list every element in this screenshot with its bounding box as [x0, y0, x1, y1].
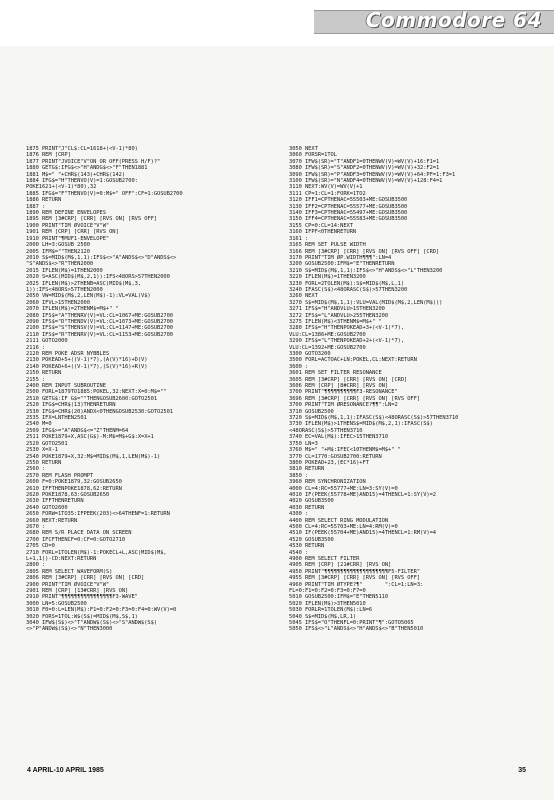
- code-line: 3850 :: [289, 472, 309, 479]
- code-line: <48ORASC(S$)>57THEN3710: [289, 427, 363, 434]
- code-line: 2130 POKEAD+5+((V-1)*7),(A(V)*16)+D(V): [26, 357, 148, 364]
- code-line: VLU:CL=1392+ME:GOSUB2700: [289, 344, 366, 351]
- code-line: 2600 F=0:POKE1879,32:GOSUB2650: [26, 479, 122, 486]
- code-line: 3271 IFS$="H"ANDVLU>15THEN3200: [289, 306, 385, 313]
- code-line: 3170 PRINT"TIM ØP.WIDTH¶¶¶":LN=4: [289, 254, 392, 261]
- code-line: 2640 GOTO2600: [26, 504, 68, 511]
- code-line: 2120 REM POKE ADSR NYBBLES: [26, 351, 110, 357]
- code-line: 1895 REM [3#CRP] [CRR] [RVS ON] [RVS OFF]: [26, 216, 158, 223]
- code-line: 5040 S$=MID$(M$,LR,1): [289, 613, 357, 620]
- code-line: 2680 REM S/R PLACE DATA ON SCREEN: [26, 530, 132, 537]
- code-line: 3750 LN=3: [289, 440, 318, 447]
- code-line: 5010 GOSUB2500:IFM$="E"THEN5110: [289, 594, 389, 601]
- code-line: 3111 CP=1:CL=1:FORK=1TO2: [289, 190, 366, 197]
- code-line: 2550 RETURN: [26, 459, 62, 466]
- code-line: 3960 REM SYNCHRONIZATION: [289, 479, 366, 486]
- code-line: 2510 GETG$:IF G$=""THENGOSUB2600:GOTO2501: [26, 395, 158, 402]
- code-line: 3280 IFS$="H"THENPOKEAD+3+(<V-1)*7),: [289, 325, 405, 332]
- code-line: 2520 GOTO2501: [26, 440, 68, 447]
- code-line: 3166 REM [3#CRP] [CRR] [RVS ON] [RVS OFF] [CRD]: [289, 248, 440, 255]
- code-line: 3710 GOSUB2500: [289, 408, 334, 415]
- code-line: 4950 PRINT"¶¶¶¶¶¶¶¶¶¶¶¶¶¶¶¶¶¶¶¶F5-FILTER": [289, 568, 421, 575]
- code-line: 2540 M=0: [26, 421, 52, 428]
- code-line: 3500 FORL=ACTOAC+LN:POKEL,CL:NEXT:RETURN: [289, 357, 417, 364]
- code-line: 2020 S=ASC(MID$(M$,2,1)):IFS<48ORS>57THEN2000: [26, 274, 170, 281]
- code-line: 3010 F0=0:L=LEN(M$):F1=0:F2=0:F3=0:F4=0:WV(V)=0: [26, 607, 177, 614]
- code-line: 3150 IFF4=CPTHENAC=55583+ME:GOSUB3500: [289, 216, 408, 223]
- code-line: <>"P"ANDW$(S$)<>"N"THEN3000: [26, 626, 113, 633]
- code-line: 3040 IFW$(S$)<>"T"ANDW$(S$)<>"S"ANDW$(S$): [26, 620, 158, 627]
- program-listing-left-column: [26, 146, 264, 633]
- code-line: 3696 REM [3#CRP] [CRR] [RVS ON] [RVS OFF]: [289, 395, 421, 402]
- code-line: 1890 REM DEFINE ENVELOPES: [26, 210, 106, 217]
- code-line: 1884 IFG$="H"THENVO(V)=1:GOSUB2700:: [26, 178, 138, 185]
- code-line: 2015 IFLEN(M$)=1THEN2000: [26, 267, 103, 274]
- code-line: 1)):IFS<48ORS>57THEN2000: [26, 286, 103, 293]
- code-line: 3600 :: [289, 363, 309, 370]
- code-line: 2090 IFS$="D"THENDV(V)=VL:CL=1073+ME:GOSUB2700: [26, 318, 173, 325]
- code-line: 2110 IFS$="R"THENRV(V)=VL:CL=1153+ME:GOSUB2700: [26, 331, 173, 338]
- code-line: 3200 GOSUB2500:IFM$="E"THENRETURN: [289, 261, 395, 268]
- code-line: 3260 NEXT: [289, 293, 318, 300]
- code-line: 3275 IFLEN(M$)<3THENM$=M$+" ": [289, 318, 382, 325]
- code-line: 3740 EC=VAL(M$):IFEC>15THEN3710: [289, 434, 389, 441]
- code-line: 2155 :: [26, 376, 46, 383]
- code-line: 5030 FORLR=1TOLEN(M$):LN=6: [289, 607, 373, 614]
- code-line: 2610 IFFTHENPOKE1878,62:RETURN: [26, 485, 122, 492]
- code-line: 2910 PRINT"¶¶¶¶¶¶¶¶¶¶¶¶¶¶¶¶F3-WAVE": [26, 594, 138, 601]
- code-line: 2700 IFCFTHENCF=0:CF=0:GOTO2710: [26, 536, 126, 543]
- code-line: 3700 PRINT"¶¶¶¶¶¶¶¶¶¶F3-RESONANCE": [289, 389, 398, 396]
- code-line: 2511 POKE1879+X,ASC(G$)-M:M$=M$+G$:X=X+1: [26, 434, 154, 441]
- code-line: 1876 REM [CRP]: [26, 152, 71, 159]
- code-line: 3272 IFS$="L"ANDVLU>255THEN3200: [289, 312, 389, 319]
- code-line: 1901 REM [CRP] [CRR] [RVS ON]: [26, 229, 119, 236]
- code-line: 2500 FORL=1879TO1885:POKEL,32:NEXT:X=0:M$="": [26, 389, 167, 396]
- code-line: 3700 PRINT"TIM ØRESONANCE?¶¶":LN=2: [289, 402, 398, 409]
- code-line: 5045 IFS$="O"THENFL=0:PRINT"¶":GOTO5065: [289, 620, 414, 627]
- code-line: 4010 IF(PEEK(55778+ME)AND15)=4THENCL=1:SY(V)=2: [289, 491, 436, 498]
- code-line: 3606 REM [CRP] [8#CRR] [RVS ON]: [289, 383, 389, 390]
- code-line: 3230 FORL=2TOLEN(M$):S$=MID$(M$,L,1): [289, 280, 405, 287]
- code-line: 2805 REM SELECT WAVEFORM(S): [26, 568, 113, 575]
- code-line: VLU:CL=1386+ME:GOSUB2700: [289, 331, 366, 338]
- code-line: FL=0:F1=0:F2=0:F3=0:F7=0: [289, 588, 366, 595]
- code-line: 3161 :: [289, 235, 309, 242]
- code-line: 2070 IFLEN(M$)=2THENM$=M$+" ": [26, 306, 119, 313]
- code-line: 2660 NEXT:RETURN: [26, 517, 78, 524]
- code-line: 1910 PRINT"¶MUF1-ENVELOPE": [26, 235, 110, 242]
- code-line: 1886 RETURN: [26, 197, 62, 204]
- code-line: 1875 PRINT"J"CL$:CL=1618+(<V-1)*80): [26, 146, 138, 152]
- code-line: 4020 GOSUB3500: [289, 498, 334, 505]
- code-line: 1885 IFG$="F"THENVO(V)=0:M$=" OFF":CF=1:GOSUB2700: [26, 190, 183, 197]
- code-line: 3240 IFASC(S$)<48ORASC(S$)>57THEN3200: [289, 286, 408, 293]
- code-line: 2630 IFFTHENRETURN: [26, 498, 84, 505]
- code-line: 2530 IFG$=CHR$(20)ANDX<0THENGOSUB2530:GOTO2501: [26, 408, 173, 415]
- code-line: 3730 IFLEN(M$)>1THENS$=MID$(M$,2,1):IFASC(S$): [289, 421, 433, 428]
- code-line: 3210 S$=MID$(M$,1,1):IFS$<>"H"ANDS$<>"L"THEN3200: [289, 267, 443, 274]
- code-line: 4030 RETURN: [289, 504, 325, 511]
- code-line: 3601 REM SET FILTER RESONANCE: [289, 370, 382, 377]
- code-line: 4500 CL=4:RC=55703+ME:LN=4:RM(V)=0: [289, 523, 398, 530]
- code-line: 1881 M$=" "+CHR$(143)+CHR$(142): [26, 171, 126, 178]
- code-line: 4955 REM [3#CRP] [CRR] [RVS ON] [RVS OFF]: [289, 575, 421, 582]
- code-line: 3605 REM [3#CRP] [CRR] [RVS ON] [CRD]: [289, 376, 408, 383]
- code-line: 2140 POKEAD+6+((V-1)*7),(S(V)*16)+R(V): [26, 363, 148, 370]
- code-line: 3020 FORS=1TOL:W$(S$)=MID$(M$,S$,1): [26, 613, 138, 620]
- code-line: 3090 IFW$(SR)="P"ANDF3=0THENWV(V)=WV(V)+64:PF=1:F3=1: [289, 171, 456, 178]
- code-line: 2535 IFX=LNTHEN2501: [26, 415, 87, 422]
- code-line: 4960 PRINT"TIM ØTYPE?¶" ":CL=1:LN=3:: [289, 581, 424, 588]
- code-line: 3070 IFW$(SR)="T"ANDF1=0THENWV(V)=WV(V)+16:F1=1: [289, 158, 440, 165]
- code-line: 3165 REM SET PULSE WIDTH: [289, 242, 366, 249]
- code-line: 2705 CD=0: [26, 543, 55, 550]
- code-line: 5050 IFS$<>"L"ANDS$<>"H"ANDS$<>"B"THEN5010: [289, 626, 424, 633]
- code-line: 3290 IFS$="L"THENPOKEAD+2+(<V-1)*7),: [289, 338, 405, 345]
- code-line: 4540 :: [289, 549, 309, 556]
- code-line: 3060 FORSR=1TOL: [289, 152, 337, 159]
- code-line: 3760 M$=" "+M$:IFEC<10THENM$=M$+" ": [289, 447, 401, 454]
- code-line: 2025 IFLEN(M$)>2THENB=ASC(MID$(M$,3,: [26, 280, 142, 287]
- code-line: 2111 GOTO2000: [26, 338, 68, 345]
- code-line: 3770 CL=1770:GOSUB2700:RETURN: [289, 453, 382, 460]
- code-line: 2000 LH=3:GOSUB 2500: [26, 242, 90, 249]
- code-line: 2670 :: [26, 523, 46, 530]
- code-line: 3300 GOTO3200: [289, 351, 331, 357]
- code-line: 2560 :: [26, 466, 46, 473]
- code-line: 3000 LN=5:GOSUB2500: [26, 600, 87, 607]
- code-line: 2530 X=X-1: [26, 447, 58, 454]
- code-line: 3270 S$=MID$(M$,1,1):VLU=VAL(MID$(M$,2,LEN(M$))): [289, 299, 443, 306]
- code-line: 2400 REM INPUT SUBROUTINE: [26, 383, 106, 390]
- code-line: 3120 IFF1=CPTHENAC=55503+ME:GOSUB3500: [289, 197, 408, 204]
- code-line: 4520 GOSUB3500: [289, 536, 334, 543]
- code-line: POKE1621+(<V-1)*80),32: [26, 184, 97, 191]
- code-line: 1877 PRINT"JVOICE"V"ON OR OFF(PRESS H/F)?": [26, 158, 161, 165]
- code-line: 2900 PRINT"TIM ØVOICE"V"W": [26, 581, 110, 588]
- code-line: 1880 GETG$:IFG$<>"H"ANDG$<>"F"THEN1881: [26, 165, 148, 172]
- code-line: 3080 IFW$(SR)="S"ANDF2=0THENWV(V)=WV(V)+32:F2=1: [289, 165, 440, 172]
- code-line: L+1,1))-CD:NEXT:RETURN: [26, 556, 97, 562]
- code-line: 4400 REM SELECT RING MODULATION: [289, 517, 389, 524]
- code-line: 2901 REM [CRP] [13#CRR] [RVS ON]: [26, 588, 129, 595]
- code-line: 4510 IF(PEEK(55704+ME)AND15)=4THENCL=1:RM(V)=4: [289, 530, 436, 537]
- code-line: 3140 IFF3=CPTHENAC=55497+ME:GOSUB3500: [289, 210, 408, 217]
- code-line: 3130 IFF2=CPTHENAC=55577+ME:GOSUB3500: [289, 203, 408, 210]
- code-line: 2080 IFS$="A"THENRV(V)=VL:CL=1067+ME:GOSUB2700: [26, 312, 173, 319]
- code-line: 3100 IFW$(SR)="N"ANDF4=0THENWV(V)=WV(V)+128:F4=1: [289, 178, 443, 185]
- program-listing-right-column: [289, 146, 525, 633]
- code-line: 2520 IFG$=CHR$(13)THENRETURN: [26, 402, 116, 409]
- code-line: 2509 IFG$>="A"ANDG$<="Z"THENM=64: [26, 427, 129, 434]
- code-line: 2150 RETURN: [26, 370, 62, 377]
- code-line: 4530 RETURN: [289, 543, 325, 550]
- code-line: 2620 POKE1878,63:GOSUB2650: [26, 491, 110, 498]
- code-line: "S"ANDS$<>"R"THEN2000: [26, 261, 94, 268]
- code-line: 3720 S$=MID$(M$,1,1):IFASC(S$)<48ORASC(S$)>57THEN3710: [289, 415, 459, 422]
- code-line: 2806 REM [3#CRP] [CRR] [RVS ON] [CRD]: [26, 575, 145, 582]
- code-line: 2050 VW=MID$(M$,2,LEN(M$)-1):VL=VAL(V$): [26, 293, 151, 300]
- code-line: 2005 IFM$=""THEN2120: [26, 248, 90, 255]
- code-line: 2100 IFS$="S"THENSV(V)=VL:CL=1147+ME:GOSUB2700: [26, 325, 173, 332]
- code-line: 2060 IFVL>15THEN2000: [26, 299, 90, 306]
- code-line: 2116 :: [26, 344, 46, 351]
- issue-date: 4 APRIL-10 APRIL 1985: [27, 767, 104, 774]
- code-line: 2800 :: [26, 562, 46, 569]
- code-line: 4000 CL=4:RC=55777+ME:LN=3:SY(V)=0: [289, 485, 398, 492]
- magazine-header: [0, 0, 554, 46]
- code-line: 3220 IFLEN(M$)=1THEN3200: [289, 274, 366, 281]
- section-title: Commodore 64: [365, 8, 542, 32]
- code-line: 3155 CP=0:CL=14:NEXT: [289, 222, 353, 229]
- code-line: 2710 FORL=1TOLEN(M$)-1:POKECL+L,ASC(MID$(M$,: [26, 549, 167, 556]
- code-line: 2010 S$=MID$(M$,1,1):IFS$<>"A"ANDS$<>"D"ANDS$<>: [26, 254, 177, 261]
- code-line: 2540 POKE1879+X,32:M$=MID$(M$,1,LEN(M$)-1): [26, 453, 161, 460]
- code-line: 2570 REM FLASH PROMPT: [26, 472, 94, 479]
- code-line: 3800 POKEAD+23,(EC*16)+FT: [289, 459, 369, 466]
- code-line: 5020 IFLEN(M$)>3THEN5010: [289, 600, 366, 607]
- code-line: 3810 RETURN: [289, 466, 325, 473]
- code-line: 1887 :: [26, 203, 46, 210]
- code-line: 2650 FORW=1TO35:IFPEEK(203)<>64THENF=1:RETURN: [26, 511, 170, 518]
- code-line: 3160 IFPF<0THENRETURN: [289, 229, 357, 236]
- code-line: 3110 NEXT:WV(V)=WV(V)+1: [289, 184, 363, 191]
- page-number: 35: [518, 767, 526, 774]
- code-line: 4905 REM [CRP] [21#CRR] [RVS ON]: [289, 562, 392, 569]
- code-line: 4900 REM SELECT FILTER: [289, 556, 360, 562]
- code-line: 3050 NEXT: [289, 146, 318, 152]
- code-line: 1900 PRINT"TIM ØVOICE"V"W": [26, 222, 110, 229]
- code-line: 4300 :: [289, 511, 309, 518]
